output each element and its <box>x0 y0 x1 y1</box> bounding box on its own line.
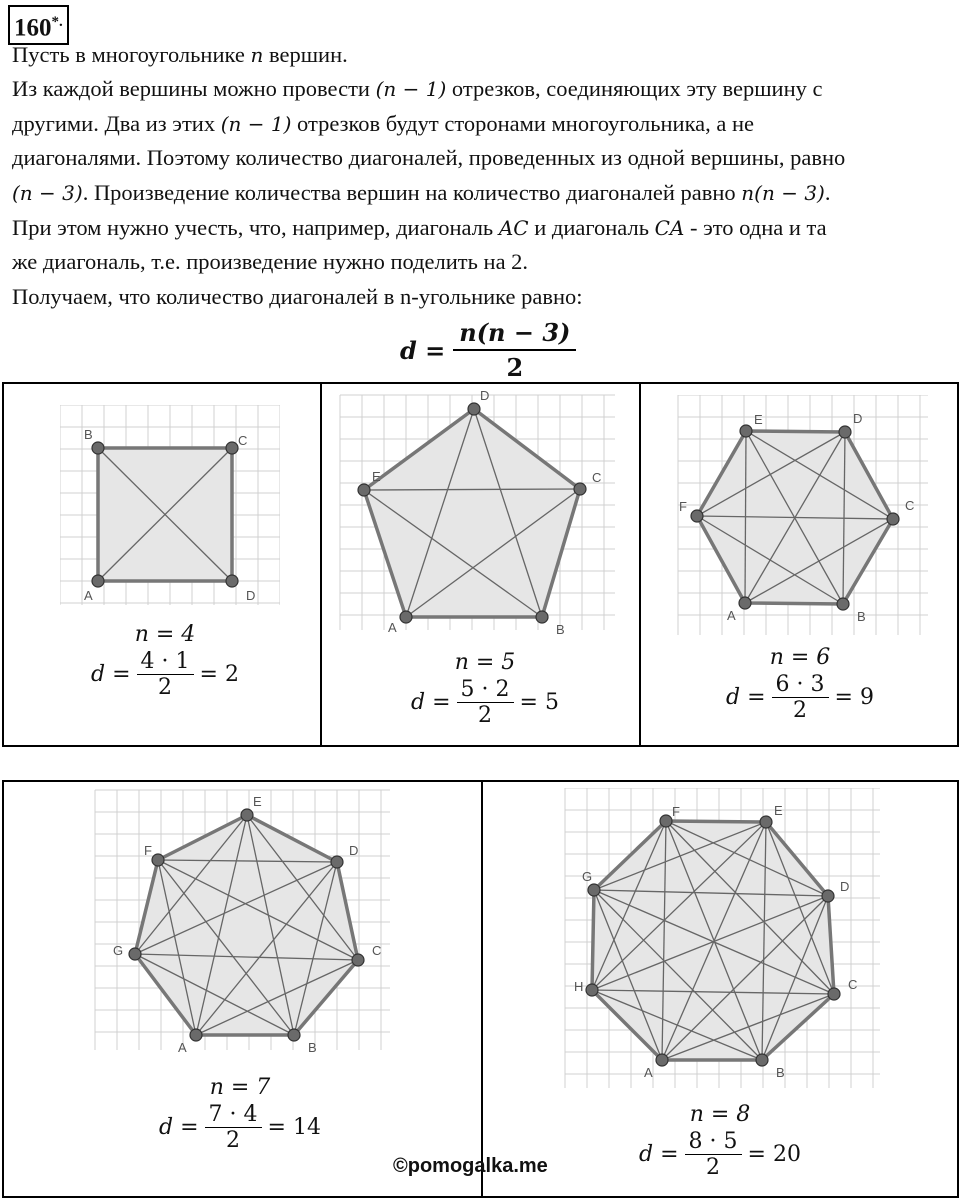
vertex-point <box>226 575 238 587</box>
d-numerator: 8 · 5 <box>685 1129 742 1155</box>
d-numerator: 4 · 1 <box>137 649 194 675</box>
text-segment: отрезков будут сторонами многоугольника, а не <box>291 111 755 136</box>
vertex-label: E <box>754 412 763 427</box>
text-line-4: диагоналями. Поэтому количество диагоналей, проведенных из одной вершины, равно <box>12 145 846 170</box>
math-var: n <box>250 43 264 67</box>
vertex-label: D <box>349 843 359 858</box>
d-calculation <box>60 649 270 700</box>
d-fraction <box>205 1102 262 1153</box>
text-line-5 <box>12 176 952 211</box>
d-fraction <box>457 677 514 728</box>
vertex-label: C <box>905 498 915 513</box>
text-line-2 <box>12 72 952 107</box>
caption-n6 <box>695 645 905 723</box>
text-line-7: же диагональ, т.е. произведение нужно поделить на 2. <box>12 249 529 274</box>
d-denominator: 2 <box>706 1155 721 1180</box>
vertex-point <box>656 1054 668 1066</box>
formula-denominator: 2 <box>506 353 524 382</box>
vertex-point <box>226 442 238 454</box>
vertex-point <box>887 513 899 525</box>
vertex-point <box>740 425 752 437</box>
d-result: = 14 <box>267 1115 321 1140</box>
text-segment: Из каждой вершины можно провести <box>12 76 376 101</box>
text-segment: и диагональ <box>528 215 655 240</box>
n-value: n = 6 <box>769 645 831 670</box>
d-denominator: 2 <box>793 698 808 723</box>
vertex-label: C <box>238 433 248 448</box>
vertex-label: G <box>582 869 593 884</box>
vertex-point <box>588 884 600 896</box>
text-segment: - это одна и та <box>684 215 827 240</box>
math-expr: (n − 1) <box>375 77 447 101</box>
vertex-point <box>129 948 141 960</box>
d-result: = 5 <box>519 690 559 715</box>
d-numerator: 5 · 2 <box>457 677 514 703</box>
task-number-value: 160 <box>14 14 52 42</box>
d-lhs: d = <box>159 1115 199 1140</box>
vertex-label: D <box>246 588 256 603</box>
vertex-point <box>837 598 849 610</box>
vertex-label: A <box>178 1040 187 1055</box>
vertex-point <box>828 988 840 1000</box>
vertex-point <box>241 809 253 821</box>
d-result: = 2 <box>199 662 239 687</box>
vertex-point <box>331 856 343 868</box>
text-segment: отрезков, соединяющих эту вершину с <box>446 76 823 101</box>
text-segment: . Произведение количества вершин на количество диагоналей равно <box>82 180 742 205</box>
caption-n5 <box>380 650 590 728</box>
d-result: = 20 <box>747 1142 801 1167</box>
vertex-point <box>152 854 164 866</box>
vertex-label: F <box>672 804 680 819</box>
vertex-label: F <box>679 499 687 514</box>
text-segment: вершин. <box>263 42 348 67</box>
vertex-point <box>400 611 412 623</box>
text-line-8: Получаем, что количество диагоналей в n-угольнике равно: <box>12 284 583 309</box>
d-denominator: 2 <box>478 703 493 728</box>
vertex-label: B <box>556 622 565 637</box>
text-segment: Пусть в многоугольнике <box>12 42 251 67</box>
vertex-point <box>468 403 480 415</box>
vertex-label: E <box>774 803 783 818</box>
vertex-label: E <box>253 794 262 809</box>
vertex-label: G <box>113 943 124 958</box>
d-calculation <box>695 672 905 723</box>
n-value: n = 8 <box>689 1102 751 1127</box>
d-lhs: d = <box>639 1142 679 1167</box>
caption-n4 <box>60 622 270 700</box>
n-value: n = 7 <box>209 1075 271 1100</box>
vertex-point <box>92 575 104 587</box>
caption-n7 <box>130 1075 350 1153</box>
task-number-mark: *. <box>51 14 63 30</box>
site-credit: ©pomogalka.me <box>393 1155 548 1177</box>
text-line-1 <box>12 38 952 73</box>
vertex-point <box>756 1054 768 1066</box>
vertex-label: D <box>853 411 863 426</box>
vertex-label: F <box>144 843 152 858</box>
main-formula <box>400 318 576 382</box>
d-calculation <box>380 677 590 728</box>
math-expr: n(n − 3) <box>741 181 825 205</box>
vertex-point <box>92 442 104 454</box>
d-numerator: 6 · 3 <box>772 672 829 698</box>
vertex-point <box>660 815 672 827</box>
vertex-label: B <box>776 1065 785 1080</box>
text-segment: При этом нужно учесть, что, например, диагональ <box>12 215 499 240</box>
vertex-point <box>190 1029 202 1041</box>
vertex-label: B <box>84 427 93 442</box>
math-expr: (n − 3) <box>12 181 83 205</box>
text-line-3 <box>12 107 952 142</box>
d-lhs: d = <box>726 685 766 710</box>
vertex-point <box>739 597 751 609</box>
d-result: = 9 <box>834 685 874 710</box>
vertex-label: A <box>727 608 736 623</box>
d-fraction <box>685 1129 742 1180</box>
formula-lhs: d = <box>400 335 446 365</box>
vertex-point <box>822 890 834 902</box>
vertex-label: C <box>592 470 602 485</box>
polygon-diagram-n6 <box>668 395 938 635</box>
vertex-point <box>536 611 548 623</box>
vertex-label: E <box>372 469 381 484</box>
vertex-point <box>358 484 370 496</box>
polygon-diagram-n7 <box>90 785 400 1065</box>
vertex-label: C <box>848 977 858 992</box>
d-lhs: d = <box>411 690 451 715</box>
d-fraction <box>772 672 829 723</box>
formula-numerator: n(n − 3) <box>453 318 576 351</box>
text-line-6 <box>12 211 952 246</box>
vertex-point <box>288 1029 300 1041</box>
vertex-label: A <box>84 588 93 603</box>
vertex-label: A <box>644 1065 653 1080</box>
text-segment: . <box>824 180 831 205</box>
d-calculation <box>605 1129 835 1180</box>
vertex-label: C <box>372 943 382 958</box>
vertex-point <box>760 816 772 828</box>
vertex-point <box>839 426 851 438</box>
vertex-label: D <box>840 879 850 894</box>
polygon-diagram-n4 <box>60 405 280 615</box>
d-lhs: d = <box>91 662 131 687</box>
vertex-label: B <box>308 1040 317 1055</box>
n-value: n = 4 <box>134 622 196 647</box>
text-segment: другими. Два из этих <box>12 111 221 136</box>
polygon-diagram-n5 <box>335 380 625 645</box>
vertex-point <box>586 984 598 996</box>
vertex-label: A <box>388 620 397 635</box>
caption-n8 <box>605 1102 835 1180</box>
vertex-label: B <box>857 609 866 624</box>
vertex-point <box>691 510 703 522</box>
d-numerator: 7 · 4 <box>205 1102 262 1128</box>
d-calculation <box>130 1102 350 1153</box>
vertex-point <box>574 483 586 495</box>
polygon-diagram-n8 <box>560 788 890 1088</box>
vertex-point <box>352 954 364 966</box>
formula-fraction <box>453 318 576 382</box>
math-expr: CA <box>654 216 685 240</box>
n-value: n = 5 <box>454 650 516 675</box>
d-denominator: 2 <box>226 1128 241 1153</box>
vertex-label: D <box>480 388 490 403</box>
d-denominator: 2 <box>158 675 173 700</box>
polygon-fill <box>135 815 358 1035</box>
d-fraction <box>137 649 194 700</box>
math-expr: (n − 1) <box>220 112 292 136</box>
vertex-label: H <box>574 979 584 994</box>
math-expr: AC <box>498 216 529 240</box>
